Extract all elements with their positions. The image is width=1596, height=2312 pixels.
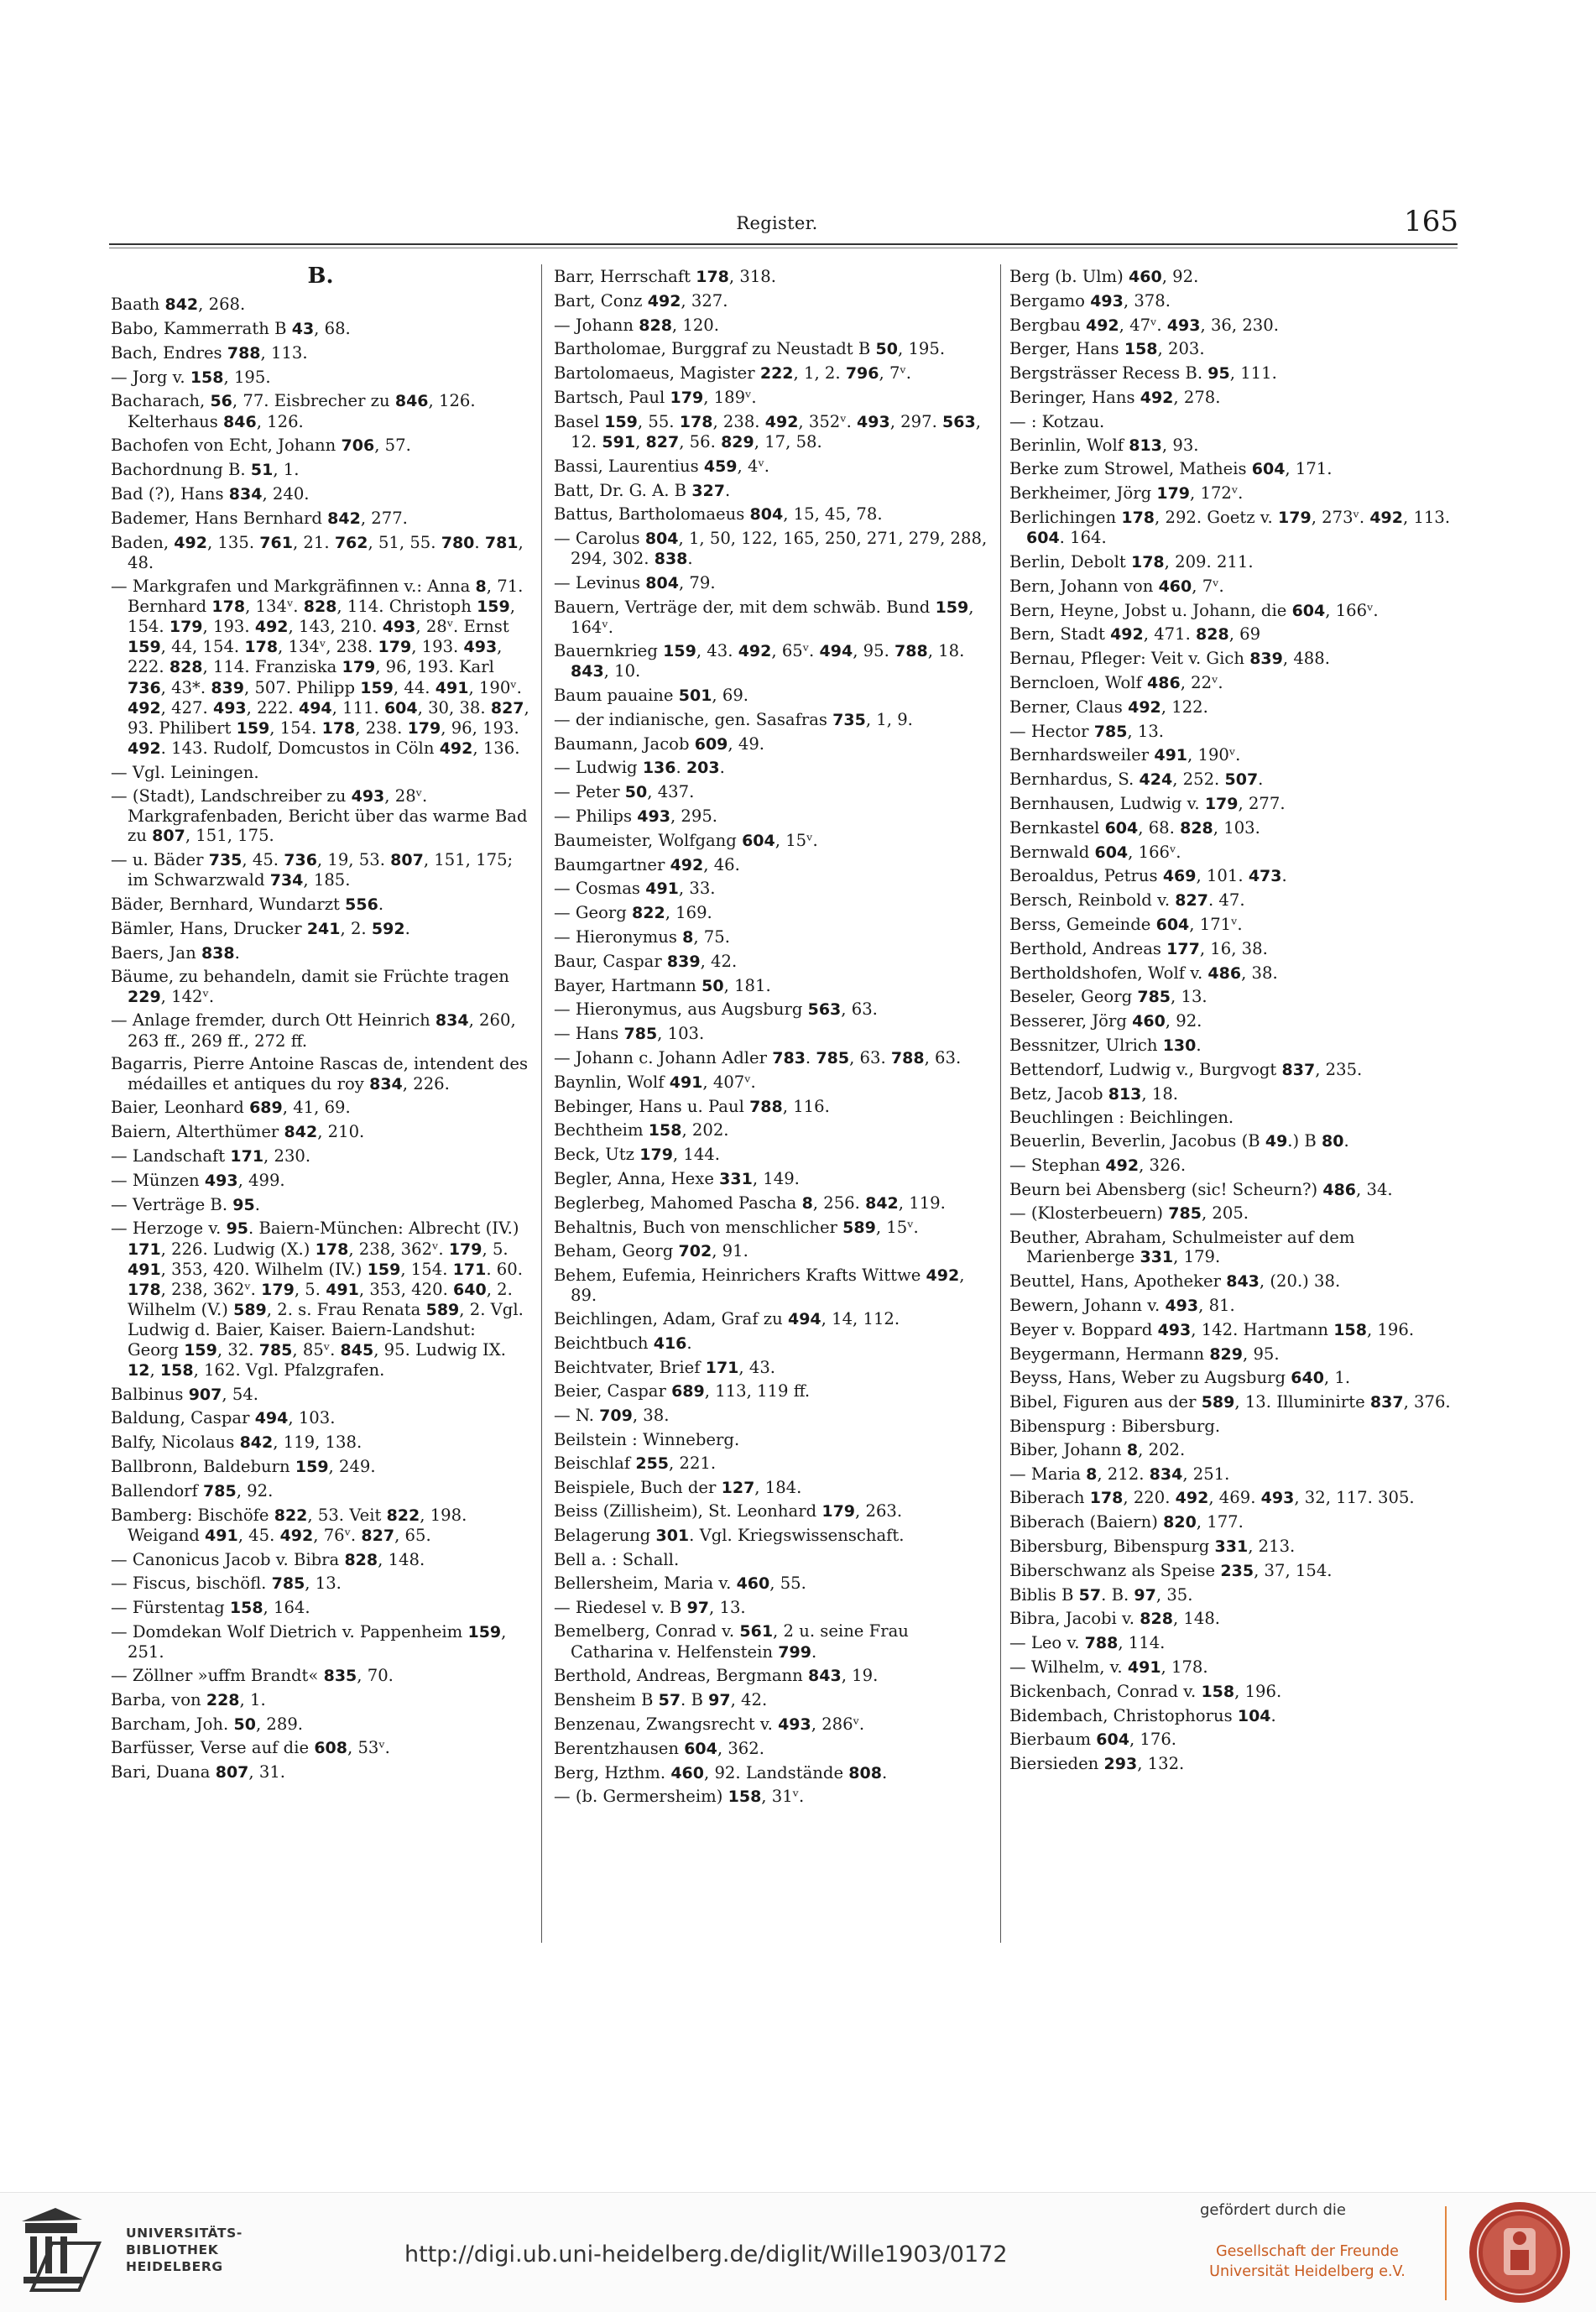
register-entry: Bensheim B 57. B 97, 42.	[554, 1690, 768, 1710]
register-entry: Bachofen von Echt, Johann 706, 57.	[111, 436, 411, 456]
register-entry: Beichtbuch 416.	[554, 1333, 692, 1353]
register-entry: Beseler, Georg 785, 13.	[1009, 987, 1207, 1007]
register-entry: — N. 709, 38.	[554, 1406, 670, 1426]
register-entry: Bibenspurg : Bibersburg.	[1009, 1417, 1221, 1437]
register-entry: Bierbaum 604, 176.	[1009, 1730, 1177, 1750]
register-entry: Bart, Conz 492, 327.	[554, 290, 728, 311]
register-entry: Bademer, Hans Bernhard 842, 277.	[111, 508, 408, 528]
register-entry: Beuttel, Hans, Apotheker 843, (20.) 38.	[1009, 1271, 1341, 1292]
register-entry: — Riedesel v. B 97, 13.	[554, 1597, 746, 1617]
register-entry: — Zöllner »uffm Brandt« 835, 70.	[111, 1665, 394, 1685]
page-header	[109, 205, 1458, 243]
register-entry: Bibersburg, Bibenspurg 331, 213.	[1009, 1537, 1296, 1557]
register-entry: — Hieronymus 8, 75.	[554, 926, 730, 947]
register-entry: Belagerung 301. Vgl. Kriegswissenschaft.	[554, 1526, 905, 1546]
register-entry: Bergamo 493, 378.	[1009, 290, 1171, 311]
register-entry: Bernhardsweiler 491, 190ᵛ.	[1009, 745, 1241, 765]
register-entry: Berkheimer, Jörg 179, 172ᵛ.	[1009, 483, 1244, 504]
footer-bar	[0, 2192, 1596, 2312]
section-letter: B.	[307, 264, 334, 289]
page-number: 165	[1404, 205, 1458, 238]
register-entry: Baynlin, Wolf 491, 407ᵛ.	[554, 1072, 756, 1092]
register-entry: Beham, Georg 702, 91.	[554, 1241, 748, 1261]
register-entry: — Levinus 804, 79.	[554, 573, 716, 593]
register-entry: Baldung, Caspar 494, 103.	[111, 1408, 336, 1428]
register-entry: Beroaldus, Petrus 469, 101. 473.	[1009, 866, 1287, 886]
register-entry: Bachordnung B. 51, 1.	[111, 460, 300, 480]
register-entry: — Fiscus, bischöfl. 785, 13.	[111, 1574, 342, 1594]
register-entry: — Hans 785, 103.	[554, 1024, 705, 1044]
register-entry: — Hieronymus, aus Augsburg 563, 63.	[554, 999, 878, 1020]
register-entry: Bettendorf, Ludwig v., Burgvogt 837, 235.	[1009, 1059, 1363, 1079]
register-entry: — Münzen 493, 499.	[111, 1170, 285, 1190]
register-entry: — Johann c. Johann Adler 783. 785, 63. 788, 63.	[554, 1047, 962, 1067]
register-entry: — (Stadt), Landschreiber zu 493, 28ᵛ. Markgrafenbaden, Bericht über das warme Bad zu 807, 151, 175.	[111, 785, 528, 846]
register-entry: — Domdekan Wolf Dietrich v. Pappenheim 159, 251.	[111, 1621, 507, 1662]
register-entry: Bellersheim, Maria v. 460, 55.	[554, 1573, 806, 1593]
register-entry: Barr, Herrschaft 178, 318.	[554, 267, 776, 286]
register-entry: Berss, Gemeinde 604, 171ᵛ.	[1009, 914, 1243, 934]
register-entry: Berg, Hzthm. 460, 92. Landstände 808.	[554, 1762, 888, 1782]
register-entry: Bertholdshofen, Wolf v. 486, 38.	[1009, 963, 1278, 983]
register-entry: — Landschaft 171, 230.	[111, 1146, 311, 1166]
register-entry: Baur, Caspar 839, 42.	[554, 951, 738, 971]
register-entry: Batt, Dr. G. A. B 327.	[554, 480, 731, 500]
register-entry: Bewern, Johann v. 493, 81.	[1009, 1296, 1235, 1316]
register-entry: Beichtvater, Brief 171, 43.	[554, 1357, 776, 1377]
register-entry: Bern, Stadt 492, 471. 828, 69	[1009, 624, 1261, 645]
register-entry: Barfüsser, Verse auf die 608, 53ᵛ.	[111, 1738, 390, 1758]
register-entry: Beier, Caspar 689, 113, 119 ff.	[554, 1381, 811, 1401]
register-entry: Baum pauaine 501, 69.	[554, 685, 749, 705]
register-entry: Bergsträsser Recess B. 95, 111.	[1009, 363, 1277, 384]
register-entry: Bacharach, 56, 77. Eisbrecher zu 846, 126. Kelterhaus 846, 126.	[111, 391, 476, 431]
register-entry: Bickenbach, Conrad v. 158, 196.	[1009, 1681, 1282, 1701]
register-entry: Biersieden 293, 132.	[1009, 1754, 1185, 1774]
register-entry: — Maria 8, 212. 834, 251.	[1009, 1464, 1230, 1484]
header-rule	[109, 243, 1458, 245]
register-entry: Beurn bei Abensberg (sic! Scheurn?) 486, 34.	[1009, 1179, 1393, 1199]
register-entry: Bernhausen, Ludwig v. 179, 277.	[1009, 793, 1286, 813]
register-entry: Baumeister, Wolfgang 604, 15ᵛ.	[554, 830, 818, 850]
register-entry: Beispiele, Buch der 127, 184.	[554, 1477, 802, 1497]
register-entry: Berg (b. Ulm) 460, 92.	[1009, 267, 1199, 286]
register-entry: Berke zum Strowel, Matheis 604, 171.	[1009, 459, 1333, 479]
register-entry: Beck, Utz 179, 144.	[554, 1145, 721, 1165]
library-name: UNIVERSITÄTS- BIBLIOTHEK HEIDELBERG	[126, 2226, 243, 2274]
register-column-2	[554, 267, 990, 1811]
register-entry: Bechtheim 158, 202.	[554, 1120, 729, 1140]
register-entry: — : Kotzau.	[1009, 411, 1105, 431]
register-entry: Bernkastel 604, 68. 828, 103.	[1009, 817, 1260, 838]
register-entry: Baumann, Jacob 609, 49.	[554, 733, 765, 754]
register-entry: Baumgartner 492, 46.	[554, 854, 740, 874]
register-entry: — Georg 822, 169.	[554, 903, 712, 923]
university-seal-icon	[1467, 2200, 1573, 2305]
register-entry: — Verträge B. 95.	[111, 1194, 260, 1214]
register-column-1	[111, 264, 530, 1787]
register-entry: Basel 159, 55. 178, 238. 492, 352ᵛ. 493, 297. 563, 12. 591, 827, 56. 829, 17, 58.	[554, 411, 981, 451]
register-entry: Baier, Leonhard 689, 41, 69.	[111, 1098, 351, 1118]
register-entry: — (b. Germersheim) 158, 31ᵛ.	[554, 1787, 805, 1807]
column-divider	[1000, 264, 1001, 1943]
register-entry: Berger, Hans 158, 203.	[1009, 339, 1205, 359]
register-entry: Bern, Johann von 460, 7ᵛ.	[1009, 576, 1224, 596]
register-entry: — Peter 50, 437.	[554, 782, 695, 802]
register-entry: Bad (?), Hans 834, 240.	[111, 483, 310, 504]
register-entry: Baiern, Alterthümer 842, 210.	[111, 1122, 365, 1142]
register-entry: Bartsch, Paul 179, 189ᵛ.	[554, 387, 757, 407]
register-entry: — Wilhelm, v. 491, 178.	[1009, 1657, 1208, 1678]
register-entry: Balfy, Nicolaus 842, 119, 138.	[111, 1433, 362, 1453]
register-entry: Bari, Duana 807, 31.	[111, 1762, 286, 1782]
register-entry: Bäume, zu behandeln, damit sie Früchte tragen 229, 142ᵛ.	[111, 967, 509, 1006]
digital-library-url[interactable]: http://digi.ub.uni-heidelberg.de/diglit/Wille1903/0172	[404, 2242, 1008, 2268]
register-entry: — Fürstentag 158, 164.	[111, 1598, 310, 1618]
register-entry: Beichlingen, Adam, Graf zu 494, 14, 112.	[554, 1309, 900, 1329]
register-entry: Berthold, Andreas 177, 16, 38.	[1009, 938, 1268, 958]
register-entry: Bidembach, Christophorus 104.	[1009, 1705, 1276, 1725]
register-entry: Bibra, Jacobi v. 828, 148.	[1009, 1609, 1221, 1629]
register-entry: Begler, Anna, Hexe 331, 149.	[554, 1168, 800, 1188]
register-entry: Bersch, Reinbold v. 827. 47.	[1009, 890, 1245, 911]
register-entry: Bagarris, Pierre Antoine Rascas de, intendent des médailles et antiques du roy 834, 226.	[111, 1054, 529, 1093]
register-entry: Betz, Jacob 813, 18.	[1009, 1083, 1179, 1104]
register-entry: — Johann 828, 120.	[554, 315, 720, 335]
register-entry: Berinlin, Wolf 813, 93.	[1009, 435, 1199, 455]
register-entry: Barba, von 228, 1.	[111, 1689, 266, 1709]
register-entry: Bessnitzer, Ulrich 130.	[1009, 1035, 1202, 1055]
library-logo-icon	[18, 2205, 109, 2295]
register-entry: Benzenau, Zwangsrecht v. 493, 286ᵛ.	[554, 1714, 865, 1735]
register-entry: Babo, Kammerrath B 43, 68.	[111, 319, 351, 338]
register-entry: Berlin, Debolt 178, 209. 211.	[1009, 551, 1254, 571]
register-entry: Biblis B 57. B. 97, 35.	[1009, 1584, 1193, 1605]
register-entry: Bernau, Pfleger: Veit v. Gich 839, 488.	[1009, 649, 1330, 669]
register-entry: Behem, Eufemia, Heinrichers Krafts Wittwe 492, 89.	[554, 1266, 965, 1306]
register-entry: Berthold, Andreas, Bergmann 843, 19.	[554, 1666, 879, 1686]
register-entry: Beilstein : Winneberg.	[554, 1430, 740, 1450]
column-divider	[541, 264, 542, 1943]
register-entry: Baden, 492, 135. 761, 21. 762, 51, 55. 780. 781, 48.	[111, 532, 524, 572]
register-entry: Beygermann, Hermann 829, 95.	[1009, 1344, 1280, 1364]
register-entry: — der indianische, gen. Sasafras 735, 1, 9.	[554, 709, 913, 729]
register-entry: Berner, Claus 492, 122.	[1009, 697, 1208, 717]
register-entry: Berentzhausen 604, 362.	[554, 1738, 764, 1758]
register-entry: Bauernkrieg 159, 43. 492, 65ᵛ. 494, 95. 788, 18. 843, 10.	[554, 640, 965, 681]
register-entry: — Philips 493, 295.	[554, 806, 718, 826]
register-entry: Bäder, Bernhard, Wundarzt 556.	[111, 895, 384, 914]
page-title: Register.	[736, 213, 818, 233]
register-entry: Biberach (Baiern) 820, 177.	[1009, 1512, 1244, 1532]
register-entry: — Anlage fremder, durch Ott Heinrich 834, 260, 263 ff., 269 ff., 272 ff.	[111, 1010, 516, 1051]
register-entry: — Carolus 804, 1, 50, 122, 165, 250, 271, 279, 288, 294, 302. 838.	[554, 529, 988, 569]
register-entry: Beyss, Hans, Weber zu Augsburg 640, 1.	[1009, 1368, 1351, 1388]
register-entry: Bamberg: Bischöfe 822, 53. Veit 822, 198. Weigand 491, 45. 492, 76ᵛ. 827, 65.	[111, 1505, 467, 1545]
register-entry: Bemelberg, Conrad v. 561, 2 u. seine Frau Catharina v. Helfenstein 799.	[554, 1621, 909, 1662]
register-entry: Bach, Endres 788, 113.	[111, 342, 308, 363]
register-entry: Barcham, Joh. 50, 289.	[111, 1714, 304, 1734]
register-entry: — Ludwig 136. 203.	[554, 758, 725, 778]
register-entry: Bernhardus, S. 424, 252. 507.	[1009, 770, 1264, 790]
register-entry: Behaltnis, Buch von menschlicher 589, 15ᵛ.	[554, 1217, 919, 1237]
register-entry: — Leo v. 788, 114.	[1009, 1633, 1166, 1653]
register-entry: Ballendorf 785, 92.	[111, 1480, 274, 1500]
register-entry: — Markgrafen und Markgräfinnen v.: Anna 8, 71. Bernhard 178, 134ᵛ. 828, 114. Christoph 159, 154. 179, 193. 492, 143, 210. 493, 28ᵛ. Ernst 159, 44, 154. 178, 134ᵛ, 238. 179, 193. 493, 222. 828, 114. Franziska 179, 96, 193. Karl 736, 43*. 839, 507. Philipp 159, 44. 491, 190ᵛ. 492, 427. 493, 222. 494, 111. 604, 30, 38. 827, 93. Philibert 159, 154. 178, 238. 179, 96, 193. 492. 143. Rudolf, Domcustos in Cöln 492, 136.	[111, 576, 529, 759]
register-entry: Baath 842, 268.	[111, 295, 246, 315]
register-entry: Beischlaf 255, 221.	[554, 1453, 717, 1473]
register-entry: Berncloen, Wolf 486, 22ᵛ.	[1009, 672, 1223, 692]
register-entry: Biberach 178, 220. 492, 469. 493, 32, 117. 305.	[1009, 1488, 1415, 1508]
register-entry: Bayer, Hartmann 50, 181.	[554, 975, 771, 995]
register-entry: — Hector 785, 13.	[1009, 721, 1165, 741]
register-entry: Balbinus 907, 54.	[111, 1384, 258, 1404]
register-entry: — Herzoge v. 95. Baiern-München: Albrecht (IV.) 171, 226. Ludwig (X.) 178, 238, 362ᵛ. 179, 5. 491, 353, 420. Wilhelm (IV.) 159, 154. 171. 60. 178, 238, 362ᵛ. 179, 5. 491, 353, 420. 640, 2. Wilhelm (V.) 589, 2. s. Frau Renata 589, 2. Vgl. Ludwig d. Baier, Kaiser. Baiern-Landshut: Georg 159, 32. 785, 85ᵛ. 845, 95. Ludwig IX. 12, 158, 162. Vgl. Pfalzgrafen.	[111, 1219, 524, 1380]
register-entry: Biberschwanz als Speise 235, 37, 154.	[1009, 1560, 1333, 1580]
register-entry: Bartolomaeus, Magister 222, 1, 2. 796, 7ᵛ.	[554, 363, 911, 384]
register-entry: — (Klosterbeuern) 785, 205.	[1009, 1203, 1249, 1224]
register-entry: Beiss (Zillisheim), St. Leonhard 179, 263.	[554, 1501, 903, 1521]
register-entry: Besserer, Jörg 460, 92.	[1009, 1011, 1202, 1031]
register-entry: Bell a. : Schall.	[554, 1550, 680, 1570]
register-entry: Bartholomae, Burggraf zu Neustadt B 50, 195.	[554, 339, 946, 359]
register-entry: Berlichingen 178, 292. Goetz v. 179, 273ᵛ. 492, 113. 604. 164.	[1009, 507, 1451, 548]
register-entry: Beringer, Hans 492, 278.	[1009, 387, 1221, 407]
register-entry: Battus, Bartholomaeus 804, 15, 45, 78.	[554, 504, 883, 525]
register-entry: Beuther, Abraham, Schulmeister auf dem Marienberge 331, 179.	[1009, 1228, 1355, 1267]
register-entry: — Canonicus Jacob v. Bibra 828, 148.	[111, 1549, 425, 1569]
register-column-3	[1009, 267, 1454, 1778]
register-entry: Bassi, Laurentius 459, 4ᵛ.	[554, 456, 769, 476]
register-entry: Bauern, Verträge der, mit dem schwäb. Bund 159, 164ᵛ.	[554, 597, 974, 638]
register-entry: Beuerlin, Beverlin, Jacobus (B 49.) B 80.	[1009, 1131, 1349, 1151]
register-entry: — Cosmas 491, 33.	[554, 879, 716, 899]
funded-by-label: gefördert durch die	[1200, 2201, 1346, 2219]
register-entry: Beglerbeg, Mahomed Pascha 8, 256. 842, 119.	[554, 1193, 946, 1213]
foundation-name[interactable]: Gesellschaft der Freunde Universität Heidelberg e.V.	[1209, 2243, 1406, 2280]
register-entry: Beuchlingen : Beichlingen.	[1009, 1108, 1234, 1128]
register-entry: Bern, Heyne, Jobst u. Johann, die 604, 166ᵛ.	[1009, 600, 1379, 620]
register-entry: Baers, Jan 838.	[111, 942, 240, 963]
register-entry: — Vgl. Leiningen.	[111, 763, 259, 782]
register-entry: — Stephan 492, 326.	[1009, 1155, 1187, 1175]
register-entry: Bernwald 604, 166ᵛ.	[1009, 842, 1181, 862]
foundation-divider	[1445, 2206, 1447, 2300]
register-entry: Bämler, Hans, Drucker 241, 2. 592.	[111, 918, 410, 938]
register-entry: Ballbronn, Baldeburn 159, 249.	[111, 1456, 376, 1476]
register-entry: — Jorg v. 158, 195.	[111, 367, 271, 387]
register-entry: — u. Bäder 735, 45. 736, 19, 53. 807, 151, 175; im Schwarzwald 734, 185.	[111, 850, 514, 890]
register-entry: Beyer v. Boppard 493, 142. Hartmann 158, 196.	[1009, 1319, 1415, 1339]
register-entry: Bebinger, Hans u. Paul 788, 116.	[554, 1096, 830, 1116]
register-entry: Biber, Johann 8, 202.	[1009, 1439, 1186, 1459]
register-entry: Bergbau 492, 47ᵛ. 493, 36, 230.	[1009, 315, 1279, 335]
register-entry: Bibel, Figuren aus der 589, 13. Illuminirte 837, 376.	[1009, 1392, 1451, 1412]
